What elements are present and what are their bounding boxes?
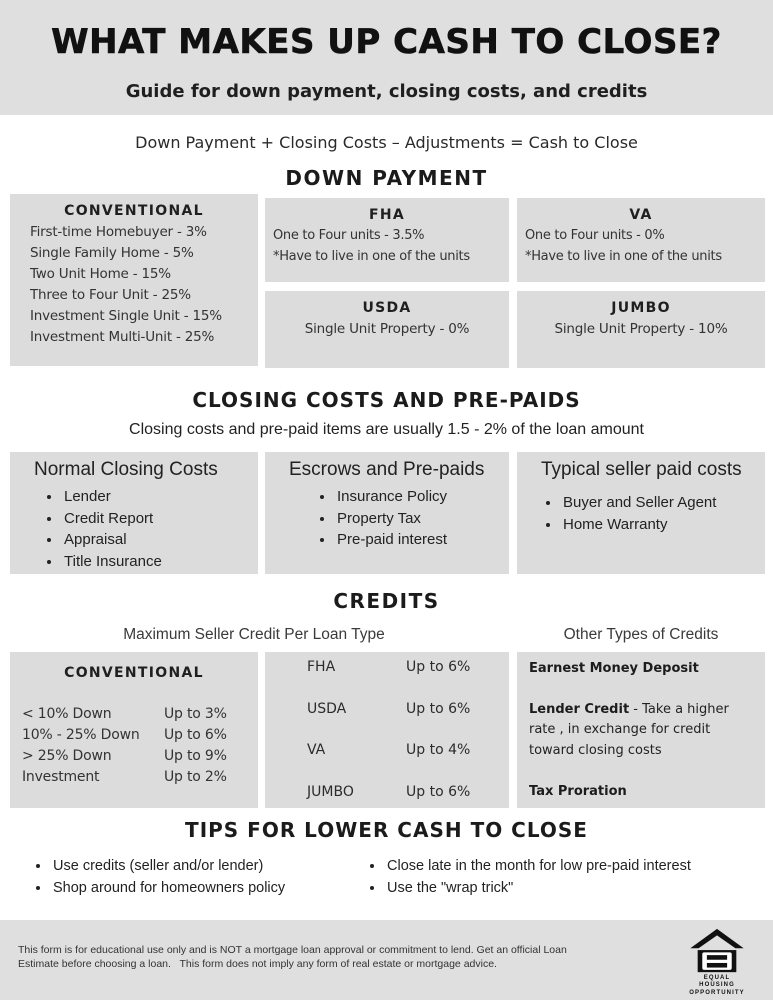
equal-housing-logo xyxy=(687,928,747,997)
bullet-item: • Insurance Policy xyxy=(335,486,509,508)
card-line: *Have to live in one of the units xyxy=(273,248,470,264)
row-label: VA xyxy=(307,742,326,758)
row-value: Up to 2% xyxy=(164,769,227,785)
bullet-item: • Buyer and Seller Agent xyxy=(561,492,765,514)
tips-bullet-list xyxy=(356,856,691,899)
card-body xyxy=(517,652,765,803)
card-body xyxy=(265,652,509,825)
table-row xyxy=(22,746,244,767)
card-line: One to Four units - 0% xyxy=(525,228,665,243)
table-row xyxy=(307,742,509,784)
credit-item-desc: - Take a higher rate , in exchange for credit toward closing costs xyxy=(529,701,729,758)
row-label: FHA xyxy=(307,659,336,675)
credits-loan-types-card xyxy=(265,652,509,808)
row-value: Up to 9% xyxy=(164,748,227,764)
page-title: WHAT MAKES UP CASH TO CLOSE? xyxy=(51,22,722,62)
equal-housing-house-icon xyxy=(689,928,745,974)
section-heading-credits: CREDITS xyxy=(333,589,440,613)
bullet-item: • Home Warranty xyxy=(561,514,765,536)
card-title: Typical seller paid costs xyxy=(541,459,742,480)
card-line: One to Four units - 3.5% xyxy=(273,228,425,243)
row-label: USDA xyxy=(307,700,347,717)
card-line: First-time Homebuyer - 3% xyxy=(30,224,207,240)
section-heading-down-payment: DOWN PAYMENT xyxy=(285,166,488,190)
card-title: USDA xyxy=(362,300,412,316)
bullet-item: • Credit Report xyxy=(62,508,258,530)
tips-right-column xyxy=(356,856,691,899)
card-line: Investment Single Unit - 15% xyxy=(30,308,222,324)
card-line: *Have to live in one of the units xyxy=(525,248,722,264)
other-credits-card xyxy=(517,652,765,808)
cash-to-close-formula: Down Payment + Closing Costs – Adjustments = Cash to Close xyxy=(135,133,638,152)
card-line: Single Unit Property - 0% xyxy=(304,321,470,337)
bullet-item: • Title Insurance xyxy=(62,551,258,573)
card-body xyxy=(517,223,765,267)
seller-paid-costs-card xyxy=(517,452,765,574)
card-title: FHA xyxy=(368,207,405,223)
card-bullet-list xyxy=(265,486,509,551)
bullet-item: • Property Tax xyxy=(335,508,509,530)
card-line: Investment Multi-Unit - 25% xyxy=(30,329,215,345)
credit-item-lender-credit xyxy=(529,700,753,762)
bullet-item: • Lender xyxy=(62,486,258,508)
row-value: Up to 4% xyxy=(406,742,471,758)
row-label: > 25% Down xyxy=(22,748,112,764)
card-title: VA xyxy=(629,207,653,223)
card-title: Escrows and Pre-paids xyxy=(289,459,485,480)
down-payment-usda-card xyxy=(265,291,509,368)
card-title: JUMBO xyxy=(611,300,671,316)
card-title: CONVENTIONAL xyxy=(64,203,204,219)
credits-conventional-card xyxy=(10,652,258,808)
bullet-item: • Appraisal xyxy=(62,529,258,551)
row-value: Up to 3% xyxy=(164,706,227,722)
equal-housing-caption-line2: OPPORTUNITY xyxy=(689,990,745,996)
section-heading-closing-costs: CLOSING COSTS AND PRE-PAIDS xyxy=(192,388,581,412)
table-row xyxy=(22,767,244,788)
down-payment-jumbo-card xyxy=(517,291,765,368)
card-body xyxy=(10,219,258,348)
card-bullet-list xyxy=(517,492,765,535)
closing-costs-subheading: Closing costs and pre-paid items are usually 1.5 - 2% of the loan amount xyxy=(129,421,644,438)
tip-item: • Use credits (seller and/or lender) xyxy=(51,856,285,878)
normal-closing-costs-card xyxy=(10,452,258,574)
row-label: Investment xyxy=(22,769,100,785)
footer-disclaimer: This form is for educational use only and is NOT a mortgage loan approval or commitment to lend. Get an official Loan Estimate before choosing a loan. This form does not imply any form of real estate or mortgage advice. xyxy=(18,944,570,970)
credit-item-earnest-money: Earnest Money Deposit xyxy=(529,661,699,676)
credit-item-tax-proration: Tax Proration xyxy=(529,784,627,799)
row-value: Up to 6% xyxy=(406,659,471,675)
card-body xyxy=(10,704,258,788)
card-line: Two Unit Home - 15% xyxy=(30,266,171,282)
card-title: CONVENTIONAL xyxy=(64,665,204,681)
escrows-prepaids-card xyxy=(265,452,509,574)
down-payment-conventional-card xyxy=(10,194,258,366)
section-heading-tips: TIPS FOR LOWER CASH TO CLOSE xyxy=(185,818,588,842)
row-label: 10% - 25% Down xyxy=(22,727,140,743)
card-line: Three to Four Unit - 25% xyxy=(30,287,191,303)
card-title: Normal Closing Costs xyxy=(34,459,218,480)
card-body xyxy=(265,223,509,267)
row-value: Up to 6% xyxy=(406,700,471,717)
bullet-item: • Pre-paid interest xyxy=(335,529,509,551)
credit-item-title: Lender Credit xyxy=(529,701,630,717)
tip-item: • Close late in the month for low pre-paid interest xyxy=(385,856,691,878)
card-line: Single Family Home - 5% xyxy=(30,245,194,261)
table-row xyxy=(22,704,244,725)
row-value: Up to 6% xyxy=(406,783,471,800)
table-row xyxy=(22,725,244,746)
row-label: JUMBO xyxy=(307,783,354,800)
tip-item: • Shop around for homeowners policy xyxy=(51,878,285,900)
down-payment-va-card xyxy=(517,198,765,282)
row-label: < 10% Down xyxy=(22,706,112,722)
row-value: Up to 6% xyxy=(164,727,227,743)
equal-housing-caption-line1: EQUAL HOUSING xyxy=(699,975,735,988)
tips-left-column xyxy=(22,856,285,899)
credits-left-subheading: Maximum Seller Credit Per Loan Type xyxy=(123,626,385,643)
table-row xyxy=(307,701,509,743)
tip-item: • Use the "wrap trick" xyxy=(385,878,691,900)
credits-right-subheading: Other Types of Credits xyxy=(563,626,719,643)
down-payment-fha-card xyxy=(265,198,509,282)
page-subtitle: Guide for down payment, closing costs, and credits xyxy=(125,81,648,102)
card-bullet-list xyxy=(10,486,258,572)
tips-bullet-list xyxy=(22,856,285,899)
card-line: Single Unit Property - 10% xyxy=(554,321,728,337)
table-row xyxy=(307,659,509,701)
